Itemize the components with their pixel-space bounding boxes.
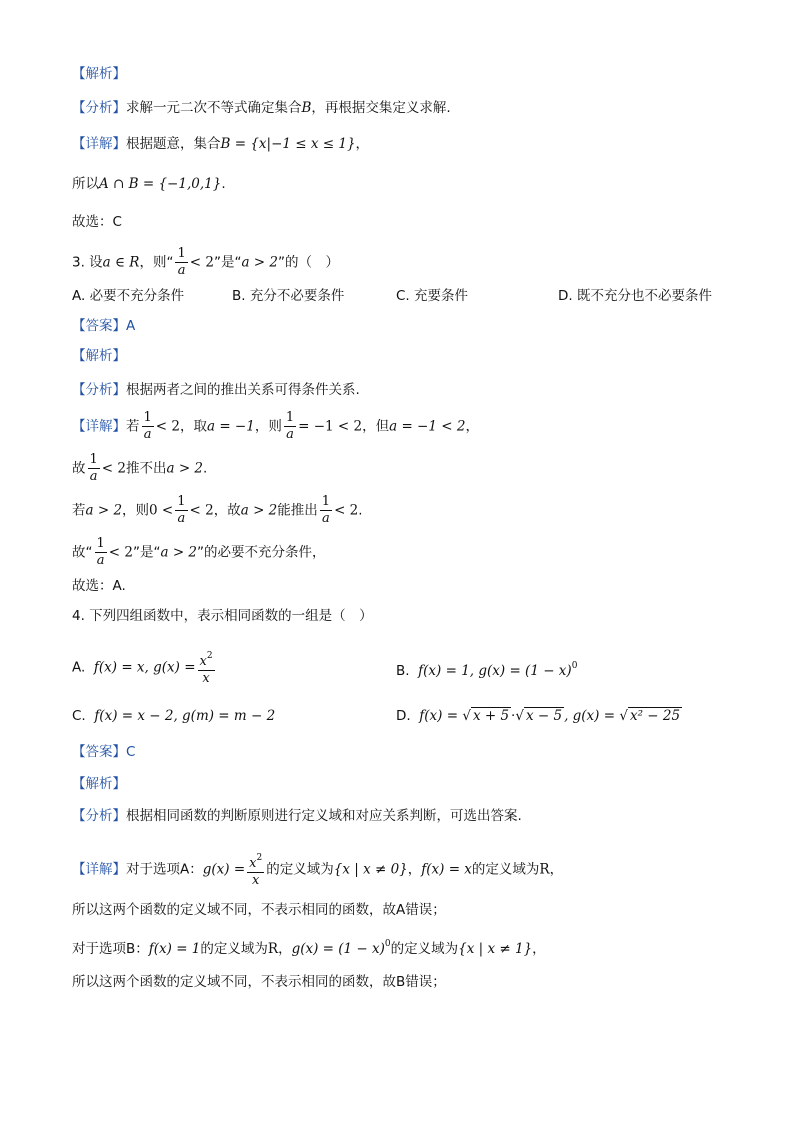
- detail-line-4: 【详解】对于选项A：g(x) = $\frac{x^2}{x}$ 的定义域为{x | x ≠ 0}，f(x) = x的定义域为R，: [72, 850, 563, 889]
- analysis-heading-2: 【解析】: [72, 66, 126, 82]
- q4-option-b: B. f(x) = 1, $g(x) = (1 - x)^0$: [396, 661, 578, 679]
- choice-line-2: 故选：C: [72, 214, 122, 230]
- analysis-heading-3: 【解析】: [72, 348, 126, 364]
- conclusion-line-4a: 所以这两个函数的定义域不同，不表示相同的函数，故A错误；: [72, 902, 446, 918]
- fraction: $\frac{1}{a}$: [321, 494, 331, 526]
- q4-option-d: D. f(x) = √ x + 5 ·√ x − 5 , g(x) = √ x² − 25: [396, 708, 681, 724]
- answer-4: 【答案】C: [72, 744, 136, 760]
- square-root: √ x + 5: [462, 708, 510, 724]
- square-root: √ x² − 25: [619, 708, 681, 724]
- conclusion-line-4b: 所以这两个函数的定义域不同，不表示相同的函数，故B错误；: [72, 974, 446, 990]
- square-root: √ x − 5: [515, 708, 563, 724]
- fraction: $\frac{1}{a}$: [177, 494, 186, 526]
- answer-3: 【答案】A: [72, 318, 136, 334]
- fraction: $\frac{1}{a}$: [143, 410, 152, 442]
- q3-option-c: C. 充要条件: [396, 288, 469, 304]
- detail-line-4b: 对于选项B：f(x) = 1的定义域为R，$g(x) = (1 - x)^0$的定义域为{x | x ≠ 1}，: [72, 939, 546, 957]
- deduction-line-3: 故“ $\frac{1}{a}$ < 2”是“a > 2”的必要不充分条件，: [72, 536, 326, 568]
- fraction: $\frac{1}{a}$: [285, 410, 295, 442]
- q3-option-b: B. 充分不必要条件: [232, 288, 345, 304]
- q4-option-c: C. f(x) = x − 2, g(m) = m − 2: [72, 708, 276, 724]
- q3-option-d: D. 既不充分也不必要条件: [558, 288, 712, 304]
- fraction: $\frac{1}{a}$: [89, 452, 98, 484]
- analysis-line-3: 【分析】根据两者之间的推出关系可得条件关系.: [72, 382, 360, 398]
- q3-option-a: A. 必要不充分条件: [72, 288, 185, 304]
- analysis-heading-4: 【解析】: [72, 776, 126, 792]
- deduction-line-1: 故 $\frac{1}{a}$ < 2推不出a > 2.: [72, 452, 208, 484]
- conclusion-line-2: 所以A ∩ B = {−1,0,1}.: [72, 176, 226, 192]
- fraction: $\frac{x^2}{x}$: [198, 648, 215, 687]
- analysis-line-4: 【分析】根据相同函数的判断原则进行定义域和对应关系判断，可选出答案.: [72, 808, 522, 824]
- choice-line-3: 故选：A.: [72, 578, 126, 594]
- detail-line-3: 【详解】若 $\frac{1}{a}$ < 2，取a = −1，则 $\frac{1}{a}$ = −1 < 2，但a = −1 < 2，: [72, 410, 479, 442]
- question-4: 4. 下列四组函数中，表示相同函数的一组是（ ）: [72, 608, 373, 624]
- q4-option-a: A. f(x) = x, g(x) = $\frac{x^2}{x}$: [72, 648, 217, 687]
- fraction: $\frac{1}{a}$: [177, 246, 186, 278]
- detail-line-2: 【详解】根据题意，集合B = {x|−1 ≤ x ≤ 1}，: [72, 136, 370, 152]
- deduction-line-2: 若a > 2，则0 < $\frac{1}{a}$ < 2，故a > 2能推出 $\frac{1}{a}$ < 2.: [72, 494, 363, 526]
- fraction: $\frac{1}{a}$: [96, 536, 105, 568]
- question-3: 3. 设a ∈ R，则“ $\frac{1}{a}$ < 2”是“a > 2”的（ ）: [72, 246, 339, 278]
- analysis-line-2: 【分析】求解一元二次不等式确定集合B，再根据交集定义求解.: [72, 100, 451, 116]
- fraction: $\frac{x^2}{x}$: [247, 850, 264, 889]
